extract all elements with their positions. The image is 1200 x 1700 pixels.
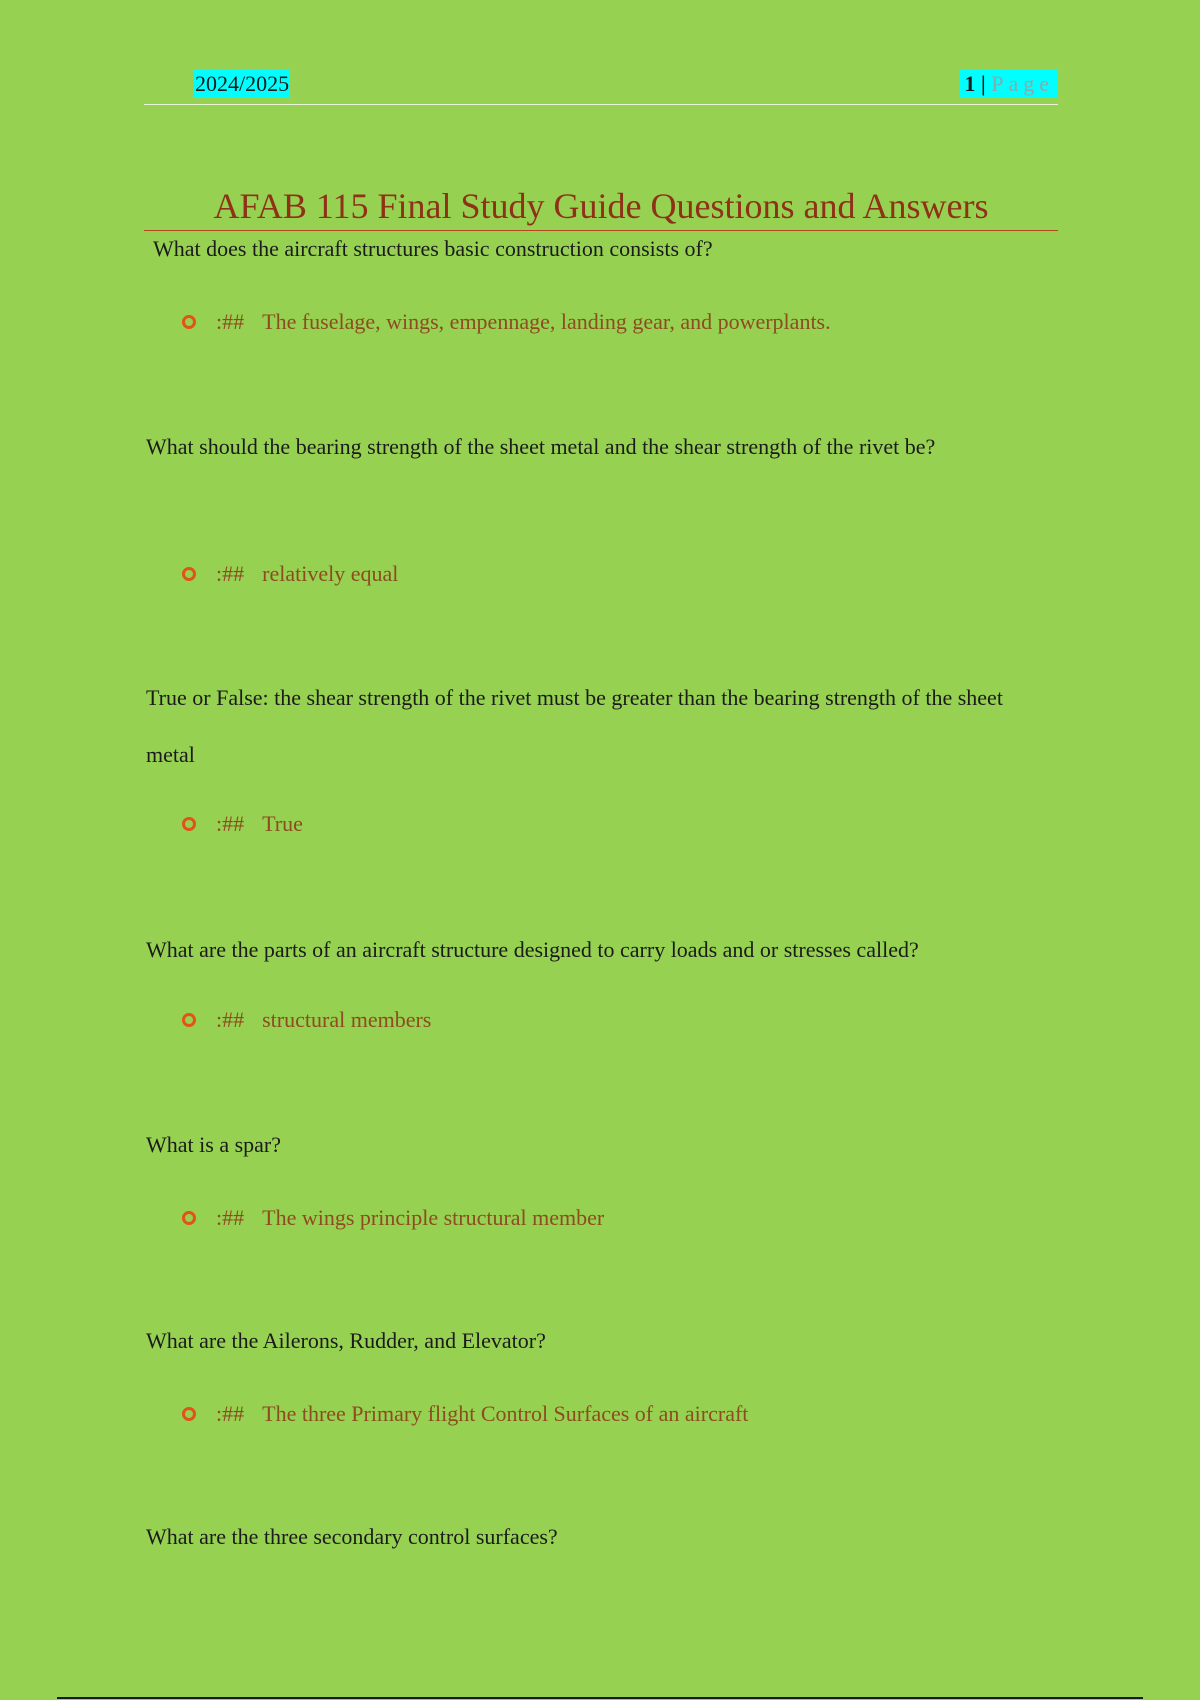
page-separator: |	[980, 71, 986, 96]
question-3: True or False: the shear strength of the rivet must be greater than the bearing strength of the sheet metal	[146, 685, 1003, 767]
answer-text: True	[262, 811, 303, 836]
page-word: Page	[991, 71, 1054, 96]
page-header	[144, 68, 1058, 105]
answer-marker: :##	[216, 309, 245, 334]
answer-6	[182, 1399, 1062, 1429]
bullet-icon	[182, 315, 196, 329]
answer-text: The wings principle structural member	[262, 1205, 605, 1230]
answer-marker: :##	[216, 811, 245, 836]
question-5: What is a spar?	[146, 1132, 281, 1157]
header-page-number	[960, 70, 1058, 98]
bullet-icon	[182, 817, 196, 831]
bullet-icon	[182, 567, 196, 581]
answer-marker: :##	[216, 1401, 245, 1426]
answer-3	[182, 809, 1062, 839]
answer-marker: :##	[216, 1007, 245, 1032]
footer-divider	[57, 1697, 1143, 1699]
answer-4	[182, 1005, 1062, 1035]
page-number: 1	[964, 71, 976, 96]
bullet-icon	[182, 1013, 196, 1027]
answer-text: The three Primary flight Control Surfaces of an aircraft	[262, 1401, 749, 1426]
answer-text: structural members	[262, 1007, 432, 1032]
answer-5	[182, 1203, 1062, 1233]
question-6: What are the Ailerons, Rudder, and Elevator?	[146, 1328, 546, 1353]
answer-1	[182, 307, 1062, 337]
question-2: What should the bearing strength of the sheet metal and the shear strength of the rivet be?	[146, 434, 936, 459]
answer-marker: :##	[216, 1205, 245, 1230]
answer-text: relatively equal	[262, 561, 399, 586]
bullet-icon	[182, 1211, 196, 1225]
bullet-icon	[182, 1407, 196, 1421]
question-7: What are the three secondary control surfaces?	[146, 1524, 558, 1549]
question-4: What are the parts of an aircraft structure designed to carry loads and or stresses called?	[146, 937, 919, 962]
answer-2	[182, 559, 1062, 589]
answer-marker: :##	[216, 561, 245, 586]
question-1: What does the aircraft structures basic construction consists of?	[153, 236, 713, 261]
header-year: 2024/2025	[195, 71, 290, 96]
answer-text: The fuselage, wings, empennage, landing gear, and powerplants.	[262, 309, 831, 334]
document-title: AFAB 115 Final Study Guide Questions and Answers	[144, 184, 1058, 231]
